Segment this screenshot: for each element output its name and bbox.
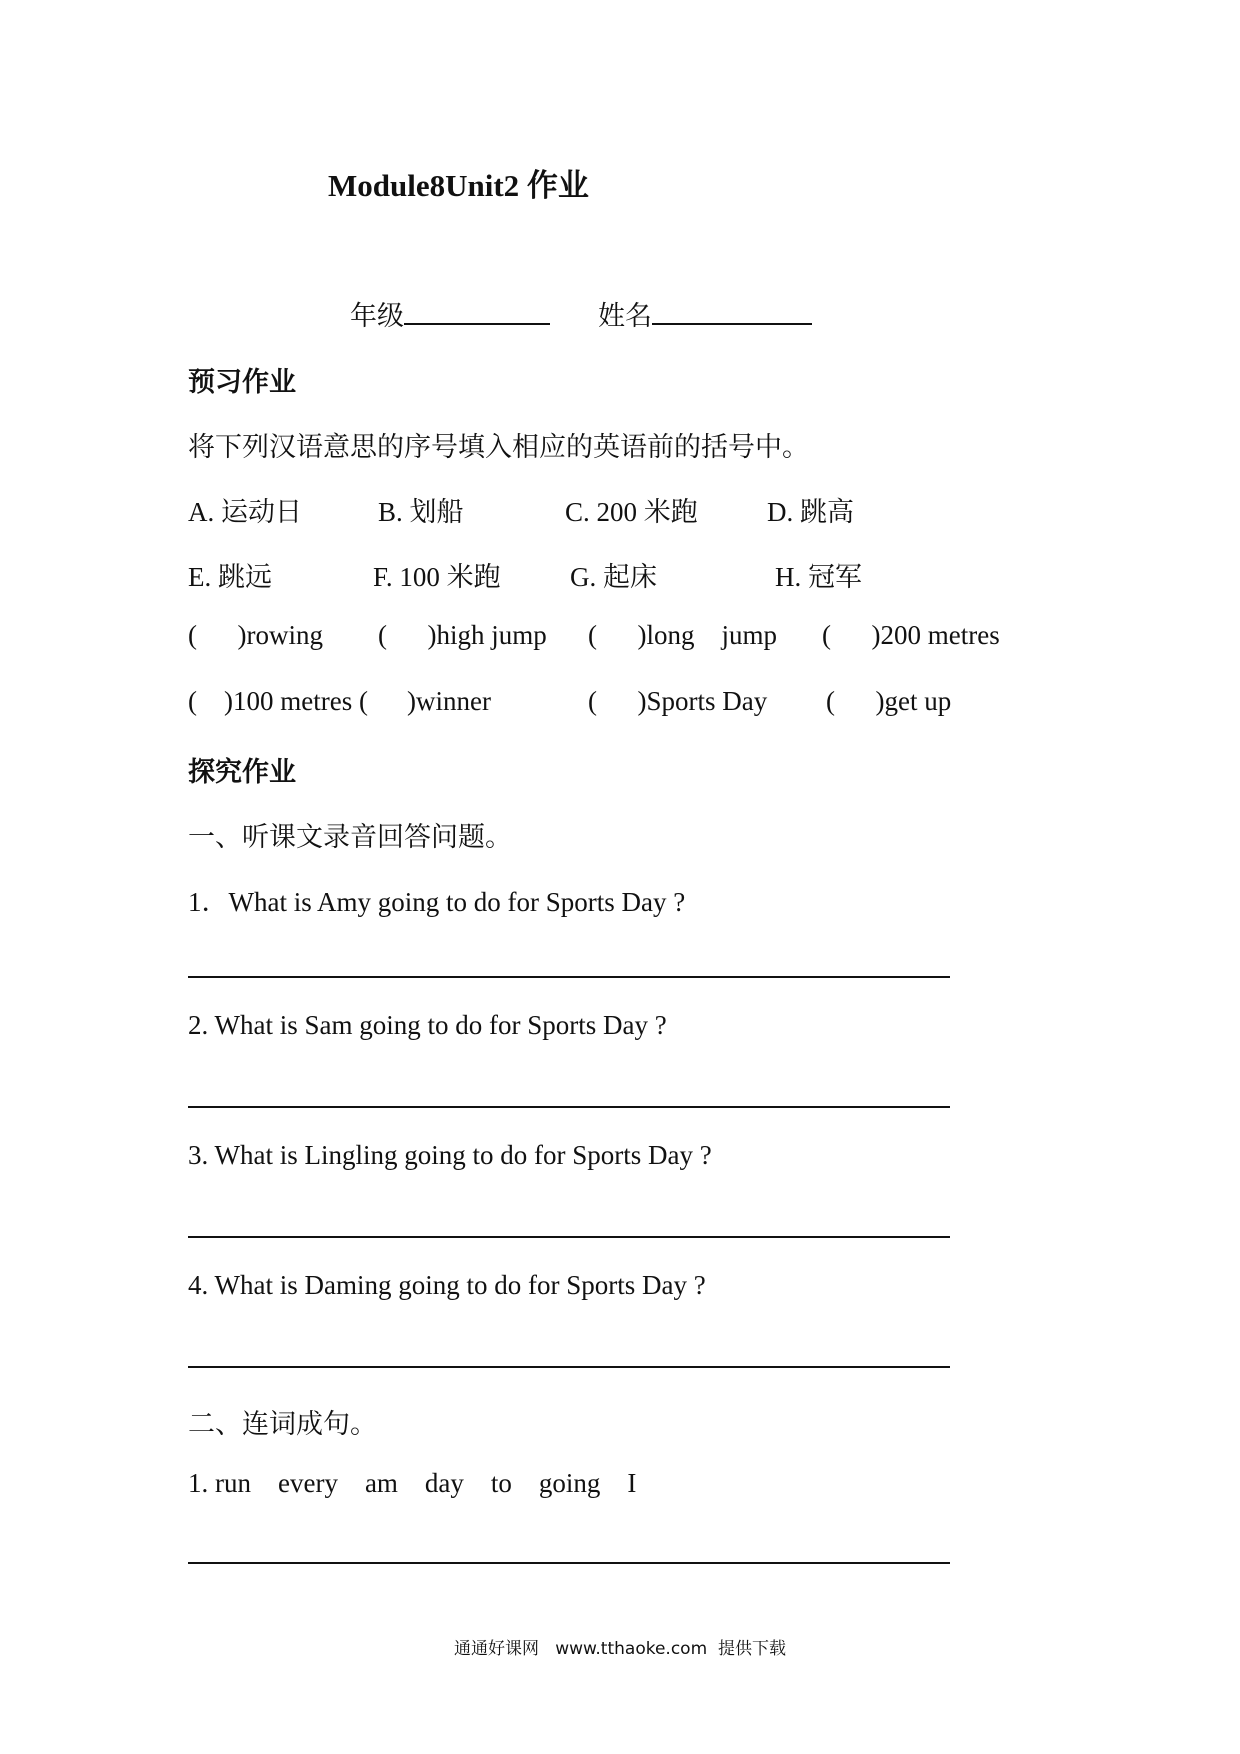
match-item[interactable]: ( )long jump — [588, 620, 777, 650]
match-item[interactable]: )winner — [380, 686, 491, 716]
option-item: A. 运动日 — [188, 497, 302, 527]
match-item[interactable]: ( )high jump — [378, 620, 547, 650]
preview-instruction: 将下列汉语意思的序号填入相应的英语前的括号中。 — [188, 432, 809, 462]
answer-line[interactable] — [188, 1106, 950, 1108]
page-title: Module8Unit2 作业 — [328, 168, 589, 203]
match-item[interactable]: ( )Sports Day — [588, 686, 768, 716]
answer-line[interactable] — [188, 1366, 950, 1368]
option-item: B. 划船 — [378, 497, 464, 527]
inquiry-heading: 探究作业 — [188, 757, 296, 787]
name-field[interactable] — [598, 294, 812, 333]
option-item: E. 跳远 — [188, 562, 272, 592]
option-item: F. 100 米跑 — [373, 562, 501, 592]
match-item[interactable]: ( )rowing — [188, 620, 323, 650]
footer-credit: 通通好课网 www.tthaoke.com 提供下载 — [454, 1639, 786, 1659]
option-item: C. 200 米跑 — [565, 497, 698, 527]
match-item[interactable]: ( )100 metres ( — [188, 686, 368, 716]
option-item: H. 冠军 — [775, 562, 862, 592]
match-item[interactable]: ( )get up — [826, 686, 952, 716]
section1-title: 一、听课文录音回答问题。 — [188, 822, 512, 852]
question-item: 2. What is Sam going to do for Sports Day ? — [188, 1010, 667, 1040]
grade-label: 年级 — [350, 301, 404, 331]
preview-heading: 预习作业 — [188, 367, 296, 397]
match-item[interactable]: ( )200 metres — [822, 620, 1000, 650]
grade-field[interactable] — [350, 294, 550, 333]
scrambled-sentence: 1. run every am day to going I — [188, 1468, 637, 1498]
grade-blank[interactable] — [404, 301, 550, 325]
answer-line[interactable] — [188, 1236, 950, 1238]
question-item: 4. What is Daming going to do for Sports Day ? — [188, 1270, 706, 1300]
answer-line[interactable] — [188, 1562, 950, 1564]
answer-line[interactable] — [188, 976, 950, 978]
name-blank[interactable] — [652, 301, 812, 325]
name-label: 姓名 — [598, 301, 652, 331]
question-item: 3. What is Lingling going to do for Sports Day ? — [188, 1140, 712, 1170]
option-item: G. 起床 — [570, 562, 657, 592]
section2-title: 二、连词成句。 — [188, 1409, 377, 1439]
option-item: D. 跳高 — [767, 497, 854, 527]
question-item: 1．What is Amy going to do for Sports Day ? — [188, 887, 686, 917]
